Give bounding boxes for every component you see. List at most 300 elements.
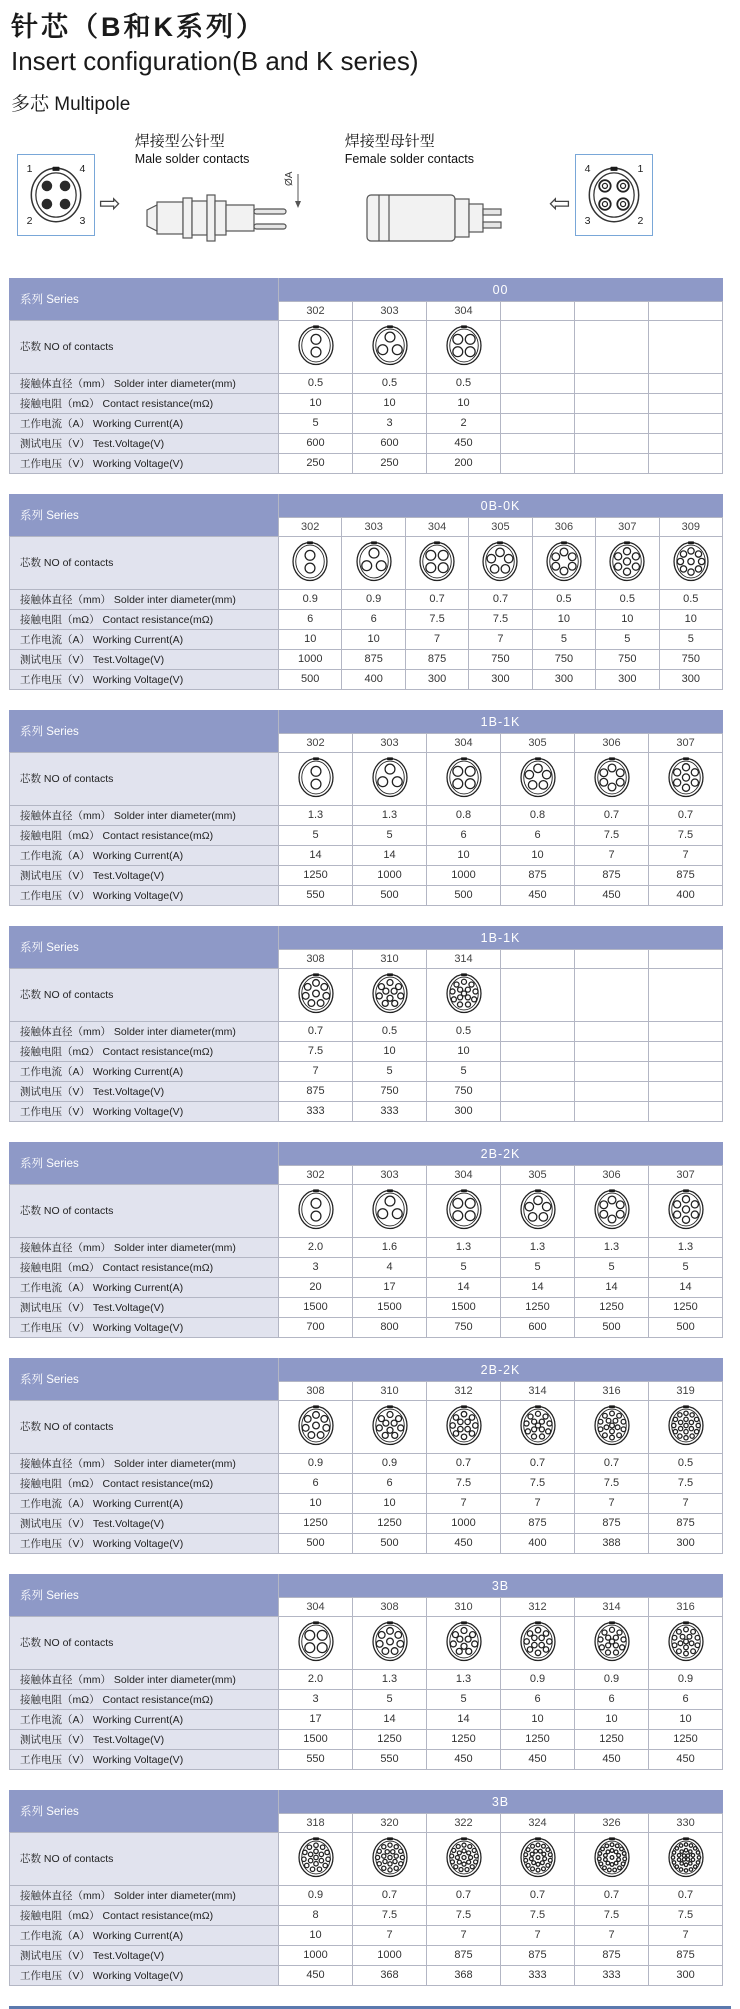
contact-diagram-cell	[501, 320, 575, 373]
spec-value: 17	[353, 1277, 427, 1297]
spec-value: 800	[353, 1317, 427, 1337]
spec-value: 250	[353, 453, 427, 473]
spec-label-current: 工作电流（A） Working Current(A)	[10, 1277, 279, 1297]
series-row-label: 系列 Series	[10, 494, 279, 536]
spec-value: 1250	[575, 1729, 649, 1749]
spec-value: 450	[427, 1533, 501, 1553]
contact-diagram-cell	[532, 536, 595, 589]
spec-value: 7.5	[649, 1473, 723, 1493]
contact-diagram-cell	[575, 1400, 649, 1453]
contact-diagram-cell	[353, 968, 427, 1021]
contact-diagram-cell	[649, 1616, 723, 1669]
model-number: 303	[342, 517, 405, 536]
spec-value: 600	[501, 1317, 575, 1337]
contact-face-icon	[665, 1835, 707, 1880]
spec-row-diameter	[10, 1885, 723, 1905]
contact-face-icon	[443, 755, 485, 800]
spec-value: 333	[501, 1965, 575, 1985]
contact-diagram-cell	[501, 1616, 575, 1669]
spec-value: 0.5	[659, 589, 722, 609]
spec-value: 875	[279, 1081, 353, 1101]
spec-value: 1000	[427, 1513, 501, 1533]
contact-diagram-cell	[342, 536, 405, 589]
spec-row-resistance	[10, 1257, 723, 1277]
spec-value: 1.3	[649, 1237, 723, 1257]
contact-diagram-cell	[427, 1400, 501, 1453]
model-number: 314	[427, 949, 501, 968]
spec-value: 0.7	[575, 1885, 649, 1905]
page-header	[9, 10, 731, 116]
spec-value: 1000	[427, 865, 501, 885]
spec-row-working-voltage	[10, 669, 723, 689]
spec-value: 7	[575, 1493, 649, 1513]
spec-value: 400	[649, 885, 723, 905]
contact-diagram-cell	[427, 968, 501, 1021]
model-number: 307	[596, 517, 659, 536]
spec-value: 7	[427, 1493, 501, 1513]
spec-value: 1.3	[427, 1669, 501, 1689]
spec-value: 450	[649, 1749, 723, 1769]
spec-value: 1250	[427, 1729, 501, 1749]
model-number: 304	[427, 733, 501, 752]
spec-value	[649, 1081, 723, 1101]
spec-value: 1250	[649, 1729, 723, 1749]
spec-value: 300	[405, 669, 468, 689]
spec-value: 333	[279, 1101, 353, 1121]
spec-value: 450	[575, 885, 649, 905]
spec-value: 1250	[501, 1297, 575, 1317]
spec-label-diameter: 接触体直径（mm） Solder inter diameter(mm)	[10, 1669, 279, 1689]
contact-face-icon	[369, 971, 411, 1016]
contacts-row-label: 芯数 NO of contacts	[10, 536, 279, 589]
spec-value: 10	[353, 1041, 427, 1061]
contact-face-icon	[670, 539, 712, 584]
spec-value: 500	[279, 669, 342, 689]
spec-value: 6	[353, 1473, 427, 1493]
spec-value: 0.9	[279, 1885, 353, 1905]
spec-value: 333	[575, 1965, 649, 1985]
spec-value	[501, 1041, 575, 1061]
pin-number-label	[27, 215, 33, 227]
contact-diagram-cell	[405, 536, 468, 589]
spec-value: 2.0	[279, 1669, 353, 1689]
spec-value: 0.7	[353, 1885, 427, 1905]
spec-value: 450	[427, 433, 501, 453]
spec-value	[575, 393, 649, 413]
contact-face-icon	[517, 1619, 559, 1664]
spec-value: 1500	[353, 1297, 427, 1317]
contact-diagram-cell	[575, 752, 649, 805]
spec-value: 300	[427, 1101, 501, 1121]
spec-value: 750	[596, 649, 659, 669]
spec-value: 875	[575, 1945, 649, 1965]
female-contact-block	[345, 130, 545, 254]
spec-value: 7	[649, 845, 723, 865]
spec-value: 6	[649, 1689, 723, 1709]
model-number: 309	[659, 517, 722, 536]
spec-value: 0.5	[353, 1021, 427, 1041]
pin-number-label	[80, 163, 86, 175]
spec-value: 400	[501, 1533, 575, 1553]
spec-value: 600	[353, 433, 427, 453]
contacts-row-label: 芯数 NO of contacts	[10, 1400, 279, 1453]
spec-value: 0.9	[649, 1669, 723, 1689]
spec-value: 14	[279, 845, 353, 865]
spec-value: 875	[501, 865, 575, 885]
contact-face-icon	[591, 1619, 633, 1664]
model-number: 304	[405, 517, 468, 536]
spec-value: 1.3	[353, 1669, 427, 1689]
spec-label-working-voltage: 工作电压（V） Working Voltage(V)	[10, 669, 279, 689]
spec-value: 0.7	[427, 1885, 501, 1905]
contact-face-icon	[295, 1403, 337, 1448]
spec-value: 14	[649, 1277, 723, 1297]
spec-value	[501, 373, 575, 393]
contact-diagram-cell	[279, 536, 342, 589]
contact-face-icon	[665, 1619, 707, 1664]
contact-face-icon	[295, 971, 337, 1016]
model-number: 312	[501, 1597, 575, 1616]
spec-label-current: 工作电流（A） Working Current(A)	[10, 1493, 279, 1513]
spec-value: 1500	[279, 1729, 353, 1749]
contact-diagram-cell	[575, 1832, 649, 1885]
contact-diagram-cell	[501, 968, 575, 1021]
spec-label-diameter: 接触体直径（mm） Solder inter diameter(mm)	[10, 1237, 279, 1257]
spec-value: 450	[427, 1749, 501, 1769]
spec-value: 0.5	[353, 373, 427, 393]
spec-value: 450	[575, 1749, 649, 1769]
spec-value: 1500	[279, 1297, 353, 1317]
page-title-cn: 针芯（B和K系列）	[11, 12, 266, 42]
spec-value: 5	[279, 825, 353, 845]
spec-value: 1000	[353, 865, 427, 885]
spec-row-resistance	[10, 1473, 723, 1493]
spec-row-working-voltage	[10, 1317, 723, 1337]
spec-value: 5	[659, 629, 722, 649]
contact-face-icon	[591, 1187, 633, 1232]
contact-face-icon	[665, 1403, 707, 1448]
contact-face-icon	[665, 1187, 707, 1232]
spec-row-current	[10, 413, 723, 433]
contact-diagram-cell	[469, 536, 532, 589]
model-number: 304	[427, 1165, 501, 1184]
contact-face-icon	[353, 539, 395, 584]
contact-face-icon	[591, 755, 633, 800]
spec-value: 250	[279, 453, 353, 473]
contact-face-icon	[543, 539, 585, 584]
contact-diagram-cell	[279, 752, 353, 805]
spec-value	[649, 453, 723, 473]
pin-number-label	[637, 163, 643, 175]
spec-row-resistance	[10, 1905, 723, 1925]
spec-value: 0.9	[575, 1669, 649, 1689]
spec-value: 0.7	[427, 1453, 501, 1473]
spec-value: 4	[353, 1257, 427, 1277]
spec-value: 0.7	[279, 1021, 353, 1041]
spec-value: 3	[279, 1257, 353, 1277]
spec-value: 7	[649, 1925, 723, 1945]
model-number	[649, 301, 723, 320]
spec-value: 1500	[427, 1297, 501, 1317]
pin-number-label	[637, 215, 643, 227]
spec-value: 0.9	[279, 589, 342, 609]
spec-table-3-1b-1k	[9, 710, 723, 906]
spec-value	[575, 453, 649, 473]
spec-value: 17	[279, 1709, 353, 1729]
spec-value: 0.9	[353, 1453, 427, 1473]
spec-label-test-voltage: 测试电压（V） Test.Voltage(V)	[10, 1729, 279, 1749]
spec-row-current	[10, 1493, 723, 1513]
spec-value: 5	[532, 629, 595, 649]
spec-label-current: 工作电流（A） Working Current(A)	[10, 629, 279, 649]
spec-value: 2.0	[279, 1237, 353, 1257]
spec-value: 500	[353, 885, 427, 905]
spec-label-resistance: 接触电阻（mΩ） Contact resistance(mΩ)	[10, 609, 279, 629]
spec-value: 7	[575, 1925, 649, 1945]
spec-value	[575, 1061, 649, 1081]
pin-number-label	[27, 163, 33, 175]
spec-row-resistance	[10, 1041, 723, 1061]
spec-value: 10	[342, 629, 405, 649]
page-title-en: Insert configuration(B and K series)	[11, 46, 419, 77]
spec-value: 7.5	[405, 609, 468, 629]
spec-label-diameter: 接触体直径（mm） Solder inter diameter(mm)	[10, 1453, 279, 1473]
spec-value: 300	[659, 669, 722, 689]
spec-row-diameter	[10, 1669, 723, 1689]
spec-value: 14	[575, 1277, 649, 1297]
spec-value: 14	[353, 845, 427, 865]
spec-value: 333	[353, 1101, 427, 1121]
contact-diagram-cell	[649, 1400, 723, 1453]
spec-value: 0.8	[427, 805, 501, 825]
spec-value	[575, 1021, 649, 1041]
contact-face-icon	[369, 1619, 411, 1664]
spec-value: 1.3	[353, 805, 427, 825]
contacts-row-label: 芯数 NO of contacts	[10, 752, 279, 805]
contact-diagram-cell	[427, 1184, 501, 1237]
series-name: 0B-0K	[279, 494, 723, 517]
contact-face-icon	[517, 1187, 559, 1232]
contact-diagram-cell	[353, 1184, 427, 1237]
spec-row-working-voltage	[10, 1749, 723, 1769]
contact-diagram-cell	[649, 752, 723, 805]
spec-label-current: 工作电流（A） Working Current(A)	[10, 845, 279, 865]
pin-number-label	[584, 215, 590, 227]
contact-diagram-cell	[649, 968, 723, 1021]
series-name: 00	[279, 278, 723, 301]
contact-diagram-cell	[427, 1832, 501, 1885]
spec-value: 7	[353, 1925, 427, 1945]
spec-row-current	[10, 1925, 723, 1945]
contact-diagram-cell	[501, 1184, 575, 1237]
contact-diagram-cell	[501, 1832, 575, 1885]
spec-value: 10	[501, 845, 575, 865]
spec-value: 550	[279, 1749, 353, 1769]
contact-diagram-cell	[353, 320, 427, 373]
contact-diagram-cell	[427, 1616, 501, 1669]
model-number: 302	[279, 517, 342, 536]
contact-face-icon	[665, 755, 707, 800]
contact-face-icon	[295, 1187, 337, 1232]
spec-value: 450	[279, 1965, 353, 1985]
model-number: 306	[575, 1165, 649, 1184]
spec-value: 875	[575, 1513, 649, 1533]
spec-row-resistance	[10, 393, 723, 413]
spec-value: 875	[501, 1513, 575, 1533]
contacts-row-label: 芯数 NO of contacts	[10, 1832, 279, 1885]
spec-label-current: 工作电流（A） Working Current(A)	[10, 1061, 279, 1081]
spec-row-diameter	[10, 805, 723, 825]
spec-value: 600	[279, 433, 353, 453]
spec-value: 20	[279, 1277, 353, 1297]
spec-value: 7.5	[501, 1473, 575, 1493]
spec-table-7-3b	[9, 1574, 723, 1770]
series-name: 3B	[279, 1574, 723, 1597]
spec-value: 875	[405, 649, 468, 669]
spec-row-test-voltage	[10, 649, 723, 669]
contact-diagram-cell	[659, 536, 722, 589]
spec-value: 5	[279, 413, 353, 433]
contact-diagram-cell	[353, 1616, 427, 1669]
spec-value: 10	[532, 609, 595, 629]
spec-value: 2	[427, 413, 501, 433]
spec-label-diameter: 接触体直径（mm） Solder inter diameter(mm)	[10, 805, 279, 825]
female-face-diagram	[575, 154, 653, 236]
spec-row-resistance	[10, 1689, 723, 1709]
spec-value: 750	[427, 1317, 501, 1337]
spec-value: 200	[427, 453, 501, 473]
contact-diagram-cell	[575, 320, 649, 373]
contact-diagram-cell	[575, 1184, 649, 1237]
spec-value: 14	[427, 1277, 501, 1297]
model-number: 310	[427, 1597, 501, 1616]
spec-value: 875	[649, 1945, 723, 1965]
contact-diagram-cell	[353, 752, 427, 805]
spec-value: 750	[659, 649, 722, 669]
spec-value: 400	[342, 669, 405, 689]
spec-value: 6	[427, 825, 501, 845]
model-number: 312	[427, 1381, 501, 1400]
contact-face-icon	[295, 1835, 337, 1880]
spec-value: 10	[279, 629, 342, 649]
spec-value: 3	[353, 413, 427, 433]
series-name: 3B	[279, 1790, 723, 1813]
spec-value: 0.5	[649, 1453, 723, 1473]
contact-diagram-cell	[279, 320, 353, 373]
spec-value: 1000	[279, 649, 342, 669]
spec-value: 10	[659, 609, 722, 629]
contacts-row-label: 芯数 NO of contacts	[10, 1616, 279, 1669]
spec-table-1-00	[9, 278, 723, 474]
spec-value: 0.5	[532, 589, 595, 609]
spec-value: 10	[596, 609, 659, 629]
contact-diagram-cell	[353, 1832, 427, 1885]
series-row-label: 系列 Series	[10, 710, 279, 752]
spec-value: 1250	[353, 1729, 427, 1749]
spec-value: 1.3	[501, 1237, 575, 1257]
spec-label-resistance: 接触电阻（mΩ） Contact resistance(mΩ)	[10, 393, 279, 413]
spec-value: 1250	[279, 865, 353, 885]
spec-label-current: 工作电流（A） Working Current(A)	[10, 1709, 279, 1729]
contacts-row-label: 芯数 NO of contacts	[10, 1184, 279, 1237]
model-number: 303	[353, 733, 427, 752]
dimension-label: ØA	[283, 171, 295, 186]
series-row-label: 系列 Series	[10, 1358, 279, 1400]
contact-face-icon	[443, 1619, 485, 1664]
spec-value: 875	[427, 1945, 501, 1965]
spec-label-diameter: 接触体直径（mm） Solder inter diameter(mm)	[10, 373, 279, 393]
spec-value: 7	[405, 629, 468, 649]
male-label-cn: 焊接型公针型	[134, 132, 225, 150]
spec-row-diameter	[10, 589, 723, 609]
arrow-right-icon: ⇨	[99, 187, 121, 218]
model-number: 305	[501, 733, 575, 752]
contact-face-icon	[591, 1403, 633, 1448]
spec-value: 10	[501, 1709, 575, 1729]
female-connector-drawing	[345, 168, 545, 254]
spec-value	[649, 1101, 723, 1121]
spec-value: 5	[427, 1257, 501, 1277]
model-number: 322	[427, 1813, 501, 1832]
contact-face-icon	[369, 1403, 411, 1448]
spec-value: 10	[427, 393, 501, 413]
contact-face-icon	[295, 1619, 337, 1664]
contact-diagram-cell	[596, 536, 659, 589]
spec-label-test-voltage: 测试电压（V） Test.Voltage(V)	[10, 1945, 279, 1965]
spec-label-resistance: 接触电阻（mΩ） Contact resistance(mΩ)	[10, 1257, 279, 1277]
spec-value: 0.5	[279, 373, 353, 393]
spec-value: 7.5	[279, 1041, 353, 1061]
contact-face-icon	[479, 539, 521, 584]
model-number	[575, 301, 649, 320]
model-number: 302	[279, 1165, 353, 1184]
contact-diagram-cell	[279, 1616, 353, 1669]
spec-label-current: 工作电流（A） Working Current(A)	[10, 1925, 279, 1945]
spec-value: 550	[279, 885, 353, 905]
spec-label-diameter: 接触体直径（mm） Solder inter diameter(mm)	[10, 589, 279, 609]
contact-diagram-cell	[353, 1400, 427, 1453]
spec-value: 300	[596, 669, 659, 689]
spec-value: 368	[353, 1965, 427, 1985]
spec-value: 7.5	[427, 1905, 501, 1925]
spec-row-current	[10, 1061, 723, 1081]
spec-value: 500	[279, 1533, 353, 1553]
spec-value: 6	[501, 1689, 575, 1709]
spec-value: 0.7	[649, 805, 723, 825]
subtitle-multipole: 多芯 Multipole	[11, 93, 131, 115]
spec-row-test-voltage	[10, 1729, 723, 1749]
spec-value: 368	[427, 1965, 501, 1985]
spec-value: 1250	[575, 1297, 649, 1317]
model-number: 304	[427, 301, 501, 320]
model-number	[501, 949, 575, 968]
spec-value	[501, 1081, 575, 1101]
spec-label-resistance: 接触电阻（mΩ） Contact resistance(mΩ)	[10, 1689, 279, 1709]
spec-value: 7.5	[649, 1905, 723, 1925]
spec-value: 7.5	[575, 825, 649, 845]
spec-value	[501, 453, 575, 473]
series-row-label: 系列 Series	[10, 1142, 279, 1184]
spec-value: 5	[353, 1061, 427, 1081]
spec-value	[649, 1021, 723, 1041]
spec-value: 750	[532, 649, 595, 669]
spec-value: 10	[427, 845, 501, 865]
spec-value: 0.8	[501, 805, 575, 825]
contact-face-icon	[369, 1187, 411, 1232]
spec-value: 7	[427, 1925, 501, 1945]
spec-value: 6	[342, 609, 405, 629]
spec-value: 7	[469, 629, 532, 649]
